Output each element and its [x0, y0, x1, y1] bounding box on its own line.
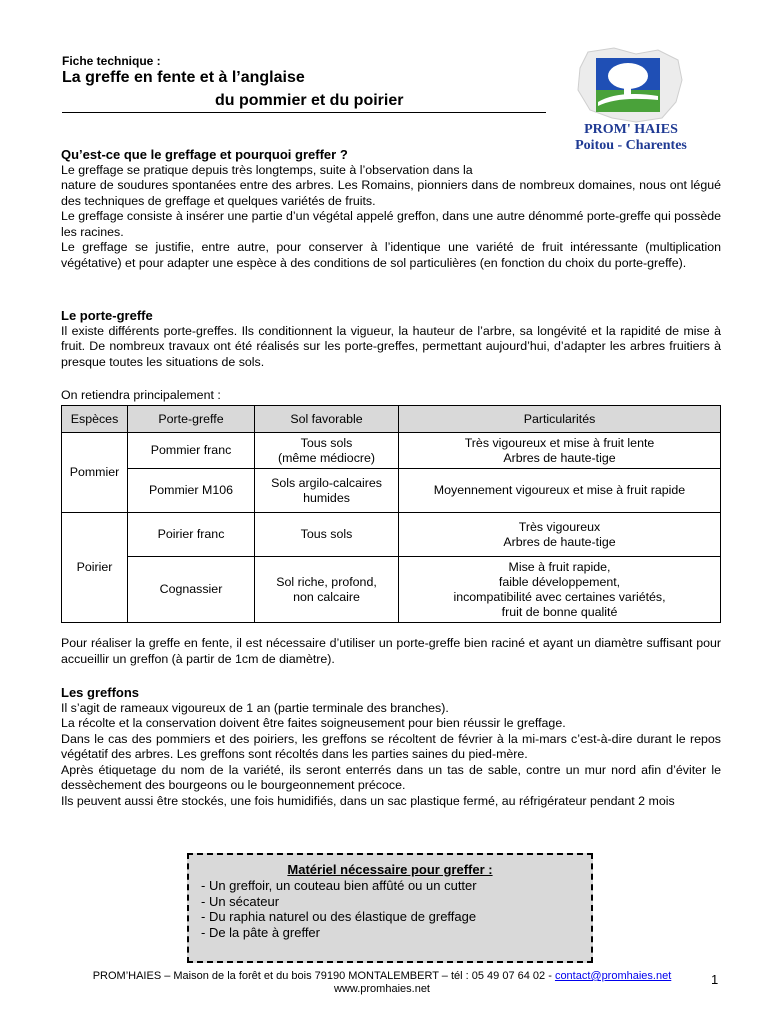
paragraph: Après étiquetage du nom de la variété, ils seront enterrés dans un tas de sable, contre un mur nord afin d’éviter le dessèchement des bourgeons ou le bourgeonnement précoce. — [61, 762, 721, 792]
footer-line1 — [62, 970, 702, 983]
cell-line: incompatibilité avec certaines variétés, — [453, 589, 666, 604]
table-header-row — [62, 406, 721, 433]
title-underline — [62, 112, 546, 113]
list-item: - Un greffoir, un couteau bien affûté ou un cutter — [201, 878, 477, 893]
cell-line: Arbres de haute-tige — [503, 534, 616, 549]
table-row — [62, 469, 721, 513]
table-row — [62, 557, 721, 623]
logo-text-line2: Poitou - Charentes — [575, 138, 687, 153]
section-heading: Qu’est-ce que le greffage et pourquoi greffer ? — [61, 147, 348, 162]
paragraph-after-table: Pour réaliser la greffe en fente, il est nécessaire d’utiliser un porte-greffe bien raciné et ayant un diamètre suffisant pour accueillir un greffon (à partir de 1cm de diamètre). — [61, 636, 721, 666]
soil-cell — [255, 433, 399, 469]
cell-line: humides — [303, 490, 350, 505]
soil-cell — [255, 513, 399, 557]
cell-line: Mise à fruit rapide, — [508, 559, 611, 574]
notes-cell — [399, 513, 721, 557]
species-cell: Poirier — [62, 513, 128, 623]
cell-line: Sols argilo-calcaires — [271, 475, 382, 490]
cell-line: (même médiocre) — [277, 450, 376, 465]
page-number: 1 — [711, 972, 719, 987]
notes-cell — [399, 557, 721, 623]
promhaies-logo — [566, 44, 696, 164]
email-link[interactable]: contact@promhaies.net — [554, 970, 672, 982]
paragraph: nature de soudures spontanées entre des arbres. Les Romains, pionniers dans de nombreux domaines, nous ont légué des techniques de greffage et quelques variétés de fruits. — [61, 178, 721, 208]
cell-line: Arbres de haute-tige — [503, 450, 616, 465]
rootstock-cell: Poirier franc — [128, 513, 255, 557]
document-title-line1: La greffe en fente et à l’anglaise — [62, 69, 305, 86]
soil-cell — [255, 469, 399, 513]
paragraph: Il s’agit de rameaux vigoureux de 1 an (partie terminale des branches). — [61, 700, 449, 715]
cell-line: fruit de bonne qualité — [501, 604, 618, 619]
cell-line: Sol riche, profond, — [276, 574, 377, 589]
column-header: Espèces — [62, 406, 128, 433]
list-item: - Du raphia naturel ou des élastique de greffage — [201, 909, 477, 924]
paragraph: Le greffage se pratique depuis très longtemps, suite à l’observation dans la — [61, 162, 473, 177]
equipment-list — [201, 878, 477, 940]
footer-address: PROM’HAIES – Maison de la forêt et du bois 79190 MONTALEMBERT – tél : 05 49 07 64 02 - — [92, 970, 555, 982]
table-row — [62, 433, 721, 469]
document-title-line2: du pommier et du poirier — [215, 92, 404, 109]
logo-text-line1: PROM' HAIES — [584, 122, 678, 137]
column-header: Particularités — [399, 406, 721, 433]
list-item: - De la pâte à greffer — [201, 924, 320, 940]
species-cell: Pommier — [62, 433, 128, 513]
page-footer — [62, 970, 702, 996]
cell-line: Tous sols — [300, 527, 353, 541]
notes-cell — [399, 469, 721, 513]
equipment-box-title: Matériel nécessaire pour greffer : — [287, 862, 493, 877]
cell-line: faible développement, — [498, 574, 621, 589]
paragraph: Il existe différents porte-greffes. Ils conditionnent la vigueur, la hauteur de l’arbre, sa longévité et la rapidité de mise à fruit. De nombreux travaux ont été réalisés sur les porte-greffes, permettant aujourd’hui, d’adapter les arbres fruitiers à presque toutes les situations de sols. — [61, 323, 721, 369]
rootstock-cell: Cognassier — [128, 557, 255, 623]
cell-line: Tous sols — [300, 435, 353, 450]
column-header: Porte-greffe — [128, 406, 255, 433]
section-heading: Le porte-greffe — [61, 308, 153, 323]
section-heading: Les greffons — [61, 685, 140, 700]
paragraph: Le greffage consiste à insérer une partie d’un végétal appelé greffon, dans une autre dénommé porte-greffe qui possède les racines. — [61, 209, 721, 239]
table-row — [62, 513, 721, 557]
cell-line: Moyennement vigoureux et mise à fruit rapide — [433, 483, 686, 497]
notes-cell — [399, 433, 721, 469]
paragraph: Dans le cas des pommiers et des poiriers, les greffons se récoltent de février à la mi-mars c’est-à-dire durant le repos végétatif des arbres. Les greffons sont récoltés dans les parties saines du pied-mère. — [61, 731, 721, 761]
paragraph: La récolte et la conservation doivent être faites soigneusement pour bien réussir le greffage. — [61, 716, 566, 730]
soil-cell — [255, 557, 399, 623]
region-map-icon — [566, 44, 696, 124]
section-greffons — [61, 685, 721, 809]
paragraph: Le greffage se justifie, entre autre, pour conserver à l’identique une variété de fruit intéressante (multiplication végétative) et pour adapter une espèce à des conditions de sol particulières (en fonction du choix du porte-greffe). — [61, 240, 721, 270]
paragraph: Ils peuvent aussi être stockés, une fois humidifiés, dans un sac plastique fermé, au réfrigérateur pendant 2 mois — [61, 793, 675, 808]
section-greffage — [61, 147, 721, 271]
cell-line: Très vigoureux — [518, 519, 601, 534]
column-header: Sol favorable — [255, 406, 399, 433]
rootstock-cell: Pommier franc — [128, 433, 255, 469]
list-item: - Un sécateur — [201, 893, 280, 909]
rootstock-table — [61, 405, 721, 623]
table-intro: On retiendra principalement : — [61, 388, 221, 402]
footer-website[interactable]: www.promhaies.net — [334, 983, 430, 995]
cell-line: Très vigoureux et mise à fruit lente — [464, 435, 655, 450]
rootstock-cell: Pommier M106 — [128, 469, 255, 513]
cell-line: non calcaire — [293, 589, 360, 604]
section-porte-greffe — [61, 308, 721, 370]
document-kicker: Fiche technique : — [62, 54, 161, 68]
